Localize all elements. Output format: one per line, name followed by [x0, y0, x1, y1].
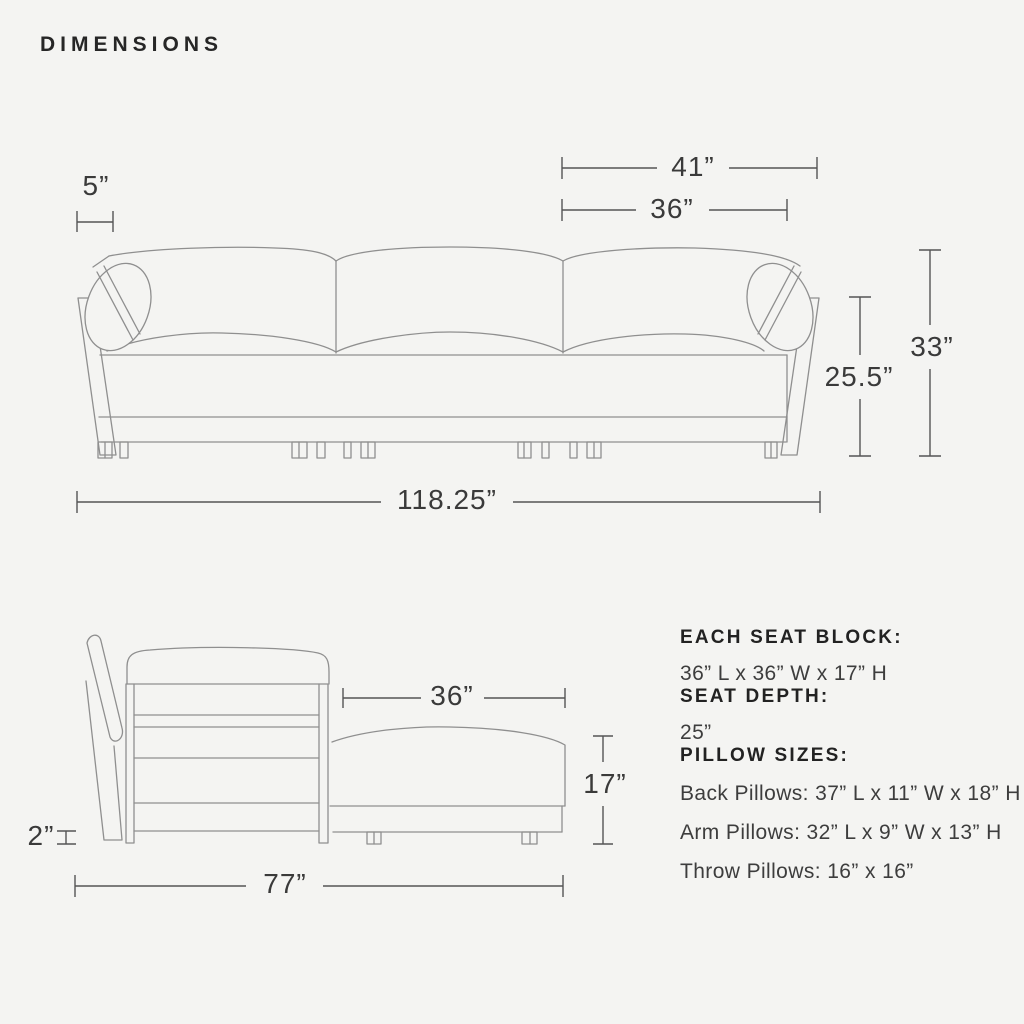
sofa-front-drawing — [73, 247, 824, 458]
dim-arm-height-label: 25.5” — [824, 361, 894, 392]
page-title: DIMENSIONS — [40, 33, 224, 56]
dim-seat-height-label: 17” — [583, 768, 627, 799]
back-pillows-spec: Back Pillows: 37” L x 11” W x 18” H — [680, 782, 1021, 805]
dim-total-width-label: 118.25” — [397, 484, 497, 515]
left-arm-pillow — [73, 254, 162, 360]
throw-pillows-spec: Throw Pillows: 16” x 16” — [680, 860, 914, 883]
seat-depth-value: 25” — [680, 721, 712, 744]
pillow-sizes-heading: PILLOW SIZES: — [680, 745, 849, 766]
dim-arm-width-label: 5” — [82, 170, 110, 201]
dim-seat-block-outer-label: 41” — [671, 151, 715, 182]
dim-leg-height-label: 2” — [27, 820, 55, 851]
seat-block-value: 36” L x 36” W x 17” H — [680, 662, 888, 685]
arm-pillows-spec: Arm Pillows: 32” L x 9” W x 13” H — [680, 821, 1002, 844]
dim-total-depth-label: 77” — [263, 868, 307, 899]
dim-total-height-label: 33” — [910, 331, 954, 362]
dim-seat-depth-block-label: 36” — [430, 680, 474, 711]
sofa-side-drawing — [86, 635, 565, 844]
seat-depth-heading: SEAT DEPTH: — [680, 686, 830, 707]
spec-list — [680, 627, 1024, 884]
seat-block-heading: EACH SEAT BLOCK: — [680, 627, 903, 648]
dim-seat-block-label: 36” — [650, 193, 694, 224]
